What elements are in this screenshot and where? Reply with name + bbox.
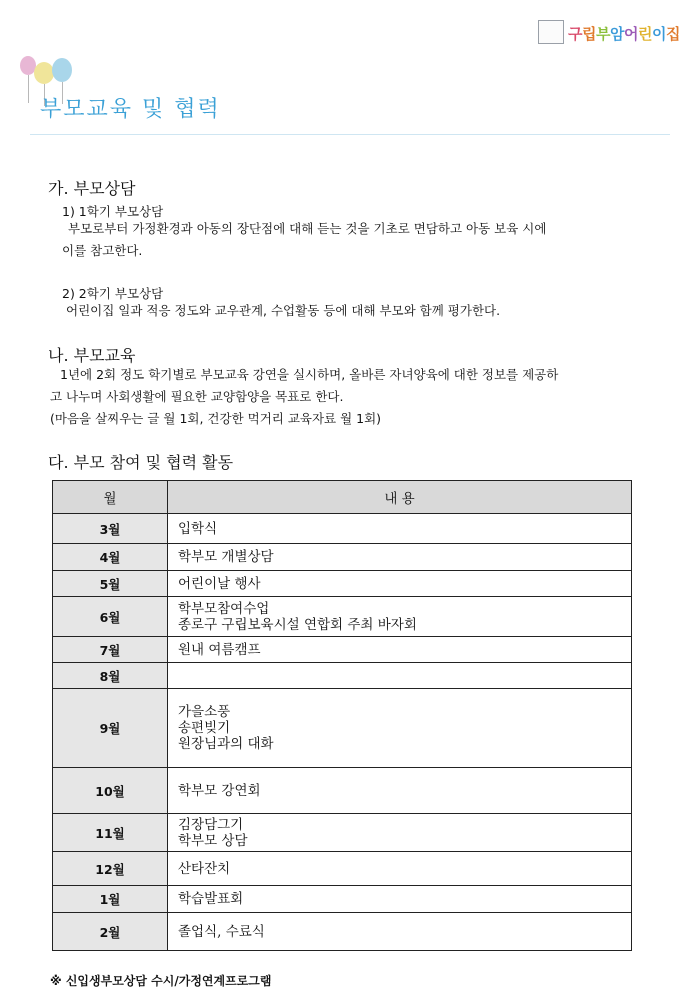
activity-cell [168, 571, 632, 597]
table-header-row [53, 481, 632, 514]
footnote: ※ 신입생부모상담 수시/가정연계프로그램 [50, 974, 272, 988]
month-cell: 5월 [53, 571, 168, 597]
page-title: 부모교육 및 협력 [40, 97, 221, 122]
activity-cell [168, 814, 632, 852]
education-heading: 나. 부모교육 [48, 346, 136, 365]
activity-line: 종로구 구립보육시설 연합회 주최 바자회 [178, 616, 417, 633]
table-row [53, 913, 632, 951]
activity-cell [168, 689, 632, 768]
activity-cell [168, 663, 632, 689]
balloon-string [28, 75, 29, 103]
month-cell: 7월 [53, 637, 168, 663]
month-column-header: 월 [53, 481, 168, 514]
house-icon [538, 20, 564, 44]
activity-line: 원내 여름캠프 [178, 641, 261, 658]
activity-line: 김장담그기 [178, 816, 244, 833]
table-row [53, 663, 632, 689]
counseling-heading: 가. 부모상담 [48, 179, 136, 198]
table-row [53, 544, 632, 571]
table-row [53, 886, 632, 913]
table-row [53, 597, 632, 637]
activity-line: 가을소풍 [178, 704, 231, 720]
month-cell: 6월 [53, 597, 168, 637]
month-cell: 12월 [53, 852, 168, 886]
activity-cell [168, 886, 632, 913]
logo-text: 구립부암어린이집 [568, 25, 680, 43]
activity-line: 학부모 개별상담 [178, 549, 274, 565]
table-row [53, 852, 632, 886]
education-line2: 고 나누며 사회생활에 필요한 교양함양을 목표로 한다. [50, 389, 344, 404]
semester2-line1: 어린이집 일과 적응 정도와 교우관계, 수업활동 등에 대해 부모와 함께 평가한다. [66, 303, 501, 318]
daycare-logo [538, 16, 678, 48]
activity-cell [168, 544, 632, 571]
activity-line: 학습발표회 [178, 891, 244, 907]
semester2-title: 2) 2학기 부모상담 [62, 286, 164, 301]
activity-cell [168, 597, 632, 637]
activity-cell [168, 514, 632, 544]
month-cell: 3월 [53, 514, 168, 544]
activity-cell [168, 768, 632, 814]
table-row [53, 768, 632, 814]
activity-line: 학부모 강연회 [178, 782, 261, 799]
table-row [53, 814, 632, 852]
table-row [53, 514, 632, 544]
activity-cell [168, 852, 632, 886]
month-cell: 9월 [53, 689, 168, 768]
activity-cell [168, 913, 632, 951]
month-cell: 11월 [53, 814, 168, 852]
activities-table [52, 480, 632, 951]
activity-line: 원장님과의 대화 [178, 736, 274, 752]
balloon-yellow-icon [34, 62, 54, 84]
table-row [53, 689, 632, 768]
education-line1: 1년에 2회 정도 학기별로 부모교육 강연을 실시하며, 올바른 자녀양육에 대한 정보를 제공하 [60, 367, 559, 382]
semester1-line2: 이를 참고한다. [62, 243, 143, 258]
participation-heading: 다. 부모 참여 및 협력 활동 [48, 453, 234, 472]
activity-cell [168, 637, 632, 663]
content-column-header: 내 용 [168, 481, 632, 514]
header-divider [30, 134, 670, 135]
activity-line: 산타잔치 [178, 860, 231, 877]
activity-line: 어린이날 행사 [178, 575, 261, 592]
semester1-title: 1) 1학기 부모상담 [62, 204, 164, 219]
month-cell: 10월 [53, 768, 168, 814]
table-row [53, 571, 632, 597]
month-cell: 4월 [53, 544, 168, 571]
table-row [53, 637, 632, 663]
balloon-blue-icon [52, 58, 72, 82]
month-cell: 1월 [53, 886, 168, 913]
activity-line: 송편빚기 [178, 720, 231, 736]
activity-line: 졸업식, 수료식 [178, 923, 265, 940]
activity-line: 입학식 [178, 520, 218, 537]
semester1-line1: 부모로부터 가정환경과 아동의 장단점에 대해 듣는 것을 기초로 면담하고 아동 보육 시에 [68, 221, 547, 236]
activity-line: 학부모 상담 [178, 832, 248, 849]
education-line3: (마음을 살찌우는 글 월 1회, 건강한 먹거리 교육자료 월 1회) [50, 411, 382, 426]
month-cell: 2월 [53, 913, 168, 951]
activity-line: 학부모참여수업 [178, 600, 270, 617]
month-cell: 8월 [53, 663, 168, 689]
